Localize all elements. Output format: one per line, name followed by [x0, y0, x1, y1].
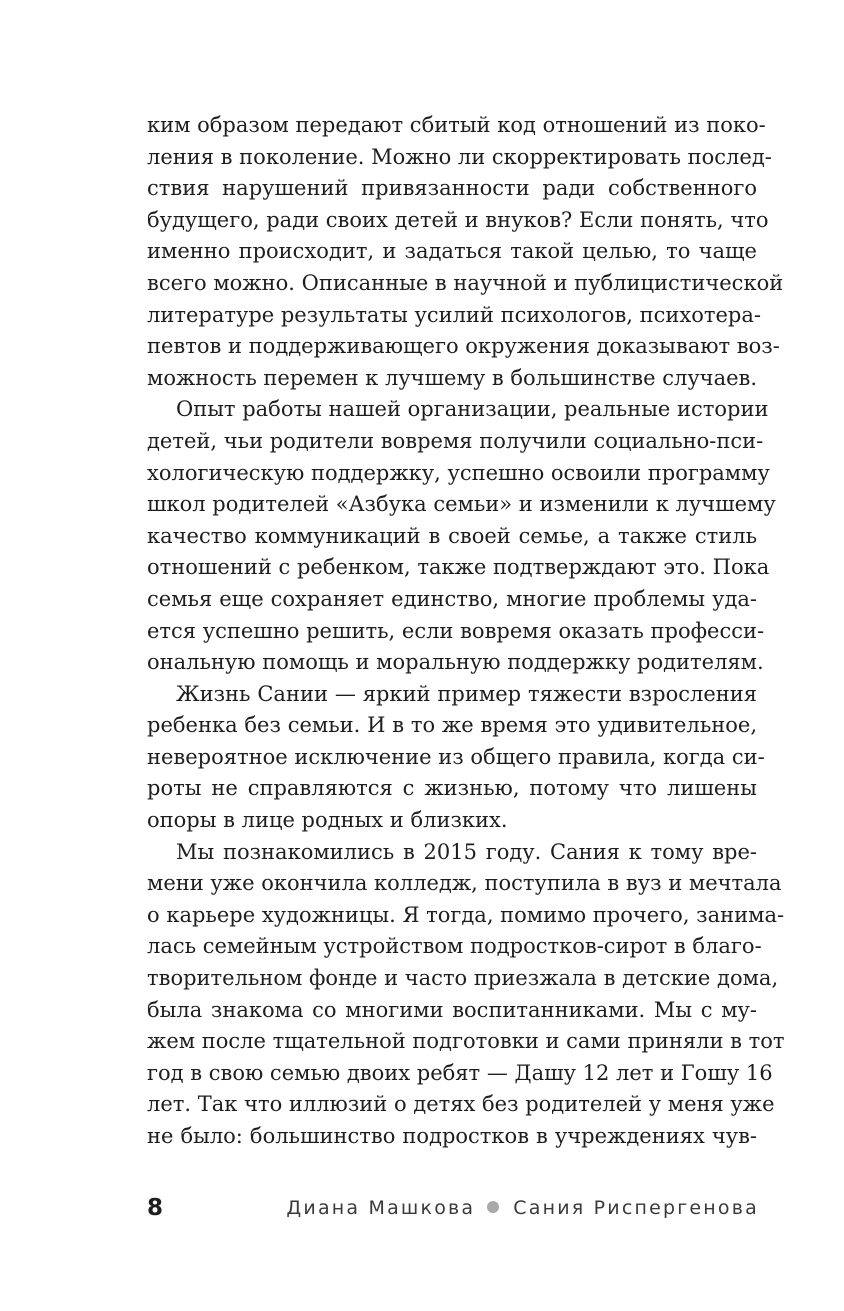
text-line: ления в поколение. Можно ли скорректировать послед-: [147, 144, 772, 169]
text-line: будущего, ради своих детей и внуков? Если понять, что: [147, 207, 769, 232]
author-name-2: Сания Риспергенова: [513, 1197, 759, 1219]
text-line: мени уже окончила колледж, поступила в вуз и мечтала: [147, 871, 782, 896]
text-line: Жизнь Сании — яркий пример тяжести взросления: [176, 681, 757, 706]
text-line: Опыт работы нашей организации, реальные истории: [176, 397, 769, 422]
page-body: [147, 110, 785, 1153]
author-name-1: Диана Машкова: [286, 1197, 476, 1219]
text-line: качество коммуникаций в своей семье, а также стиль: [147, 523, 757, 548]
text-line: ется успешно решить, если вовремя оказать професси-: [147, 618, 765, 643]
text-line: творительном фонде и часто приезжала в детские дома,: [147, 966, 779, 991]
text-line: о карьере художницы. Я тогда, помимо прочего, занима-: [147, 902, 785, 927]
text-line: лет. Так что иллюзий о детях без родителей у меня уже: [147, 1092, 775, 1117]
text-line: год в свою семью двоих ребят — Дашу 12 лет и Гошу 16: [147, 1060, 773, 1085]
text-line: лась семейным устройством подростков-сирот в благо-: [147, 934, 762, 959]
text-line: ональную помощь и моральную поддержку родителям.: [147, 650, 764, 675]
text-line: опоры в лице родных и близких.: [147, 808, 508, 833]
text-line: ребенка без семьи. И в то же время это удивительное,: [147, 713, 757, 738]
text-line: можность перемен к лучшему в большинстве случаев.: [147, 365, 758, 390]
text-line: детей, чьи родители вовремя получили социально-пси-: [147, 428, 764, 453]
page-footer: [147, 1193, 759, 1223]
text-line: ствия нарушений привязанности ради собственного: [147, 176, 757, 201]
text-line: жем после тщательной подготовки и сами приняли в тот: [147, 1029, 785, 1054]
text-line: семья еще сохраняет единство, многие проблемы уда-: [147, 586, 757, 611]
text-line: школ родителей «Азбука семьи» и изменили к лучшему: [147, 492, 776, 517]
text-line: отношений с ребенком, также подтверждают это. Пока: [147, 555, 770, 580]
text-line: ким образом передают сбитый код отношений из поко-: [147, 113, 766, 137]
text-line: литературе результаты усилий психологов, психотера-: [147, 302, 761, 327]
text-line: не было: большинство подростков в учреждениях чув-: [147, 1124, 757, 1148]
running-head: [286, 1193, 759, 1223]
text-line: невероятное исключение из общего правила, когда си-: [147, 744, 765, 769]
page-number: 8: [147, 1195, 164, 1221]
text-line: была знакома со многими воспитанниками. Мы с му-: [147, 997, 757, 1022]
bullet-dot-icon: [487, 1201, 499, 1213]
text-line: певтов и поддерживающего окружения доказывают воз-: [147, 334, 780, 359]
text-line: хологическую поддержку, успешно освоили программу: [147, 460, 770, 485]
text-line: именно происходит, и задаться такой целью, то чаще: [147, 239, 757, 264]
text-line: всего можно. Описанные в научной и публицистической: [147, 270, 784, 295]
text-line: роты не справляются с жизнью, потому что лишены: [147, 776, 757, 801]
text-line: Мы познакомились в 2015 году. Сания к тому вре-: [176, 839, 757, 864]
